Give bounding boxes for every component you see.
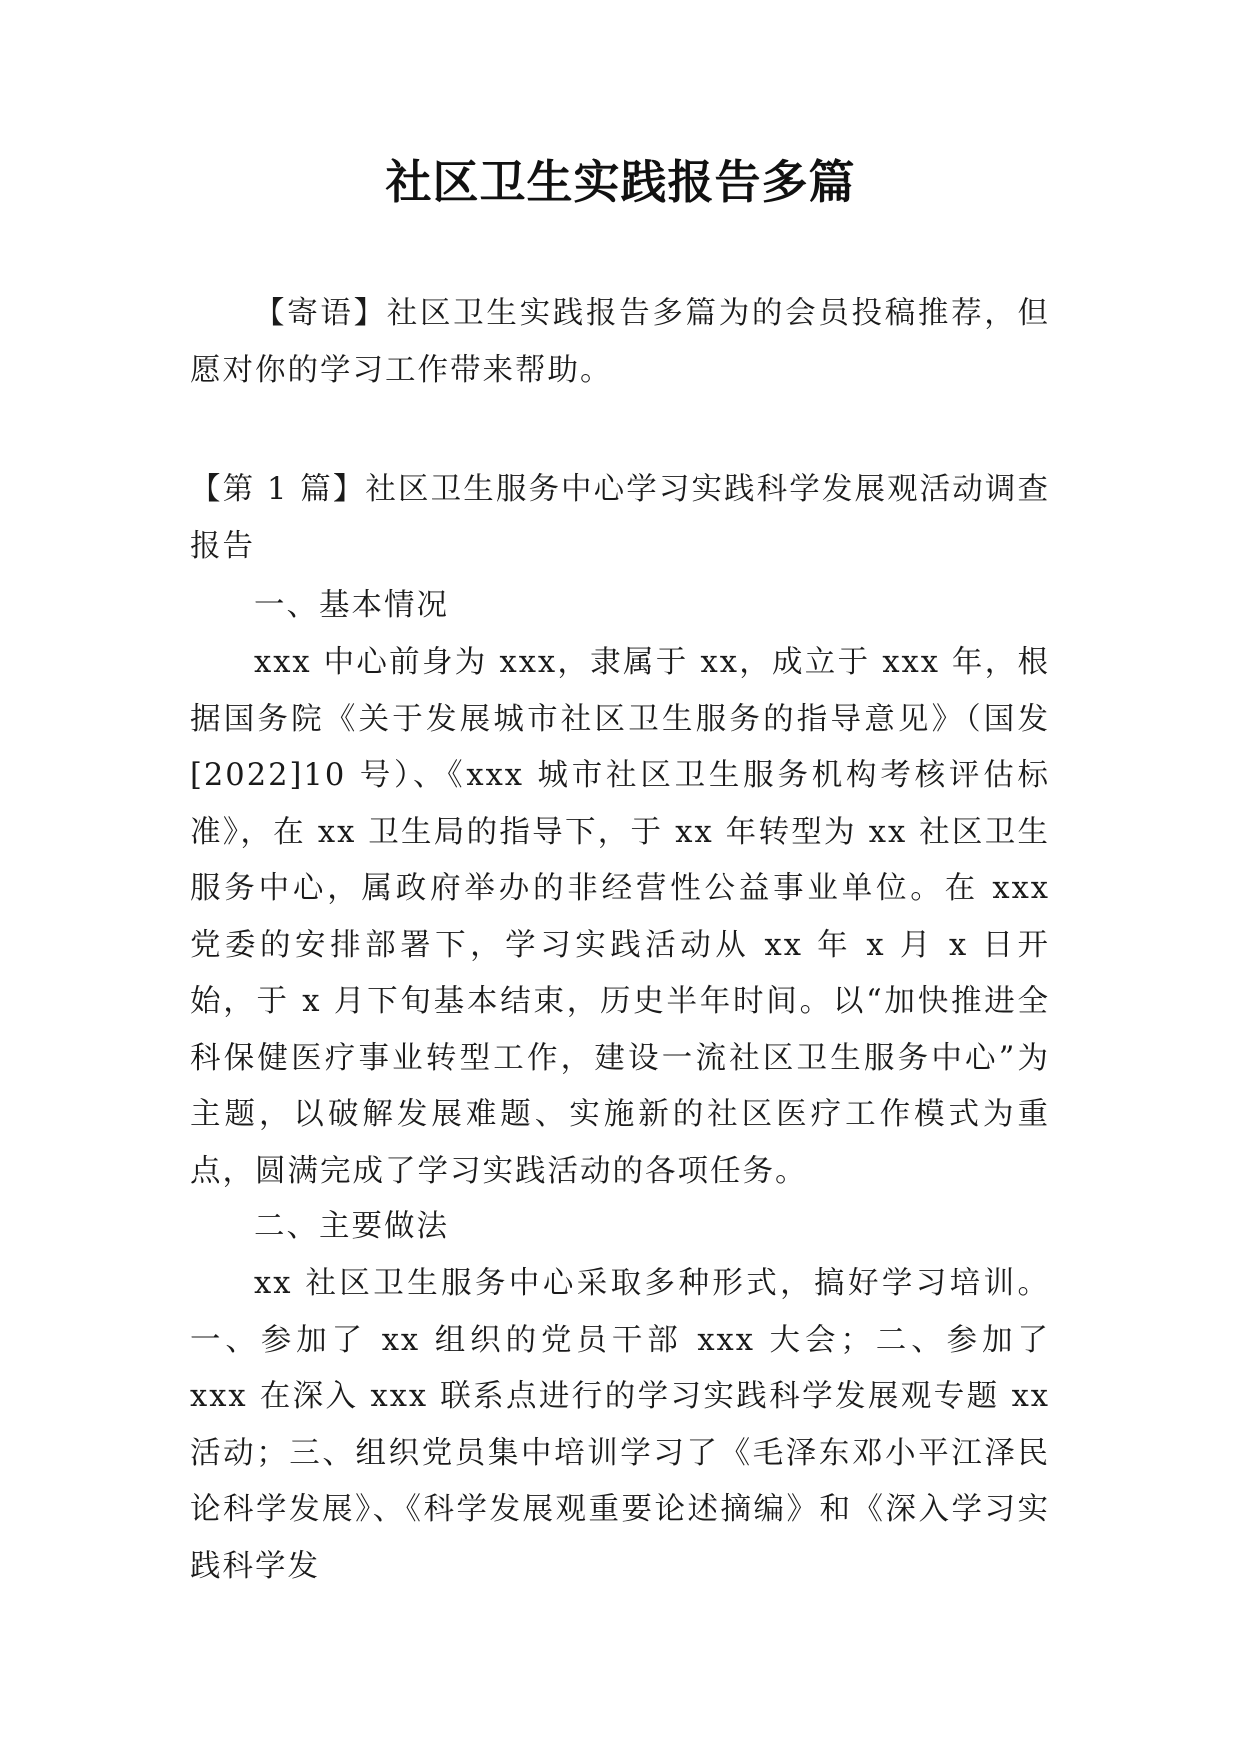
document-title: 社区卫生实践报告多篇: [385, 155, 856, 209]
section-heading: 【第 1 篇】社区卫生服务中心学习实践科学发展观活动调查报告: [190, 472, 1050, 564]
paragraph-basic-situation: xxx 中心前身为 xxx，隶属于 xx，成立于 xxx 年，根据国务院《关于发展城市社区卫生服务的指导意见》（国发[2022]10 号）、《xxx 城市社区卫生服务机构考核评估标准》，在 xx 卫生局的指导下，于 xx 年转型为 xx 社区卫生服务中心，属政府举办的非经营性公益事业单位。在 xxx 党委的安排部署下，学习实践活动从 xx 年 x 月 x 日开始，于 x 月下旬基本结束，历史半年时间。以“加快推进全科保健医疗事业转型工作，建设一流社区卫生服务中心”为主题，以破解发展难题、实施新的社区医疗工作模式为重点，圆满完成了学习实践活动的各项任务。: [190, 645, 1050, 1189]
greeting-paragraph: 【寄语】社区卫生实践报告多篇为的会员投稿推荐，但愿对你的学习工作带来帮助。: [190, 296, 1050, 388]
subheading-main-practices: 二、主要做法: [254, 1209, 449, 1244]
subheading-basic-situation: 一、基本情况: [254, 588, 449, 623]
paragraph-main-practices: xx 社区卫生服务中心采取多种形式，搞好学习培训。一、参加了 xx 组织的党员干部 xxx 大会；二、参加了 xxx 在深入 xxx 联系点进行的学习实践科学发展观专题 xx 活动；三、组织党员集中培训学习了《毛泽东邓小平江泽民论科学发展》、《科学发展观重要论述摘编》和《深入学习实践科学发: [190, 1266, 1050, 1584]
